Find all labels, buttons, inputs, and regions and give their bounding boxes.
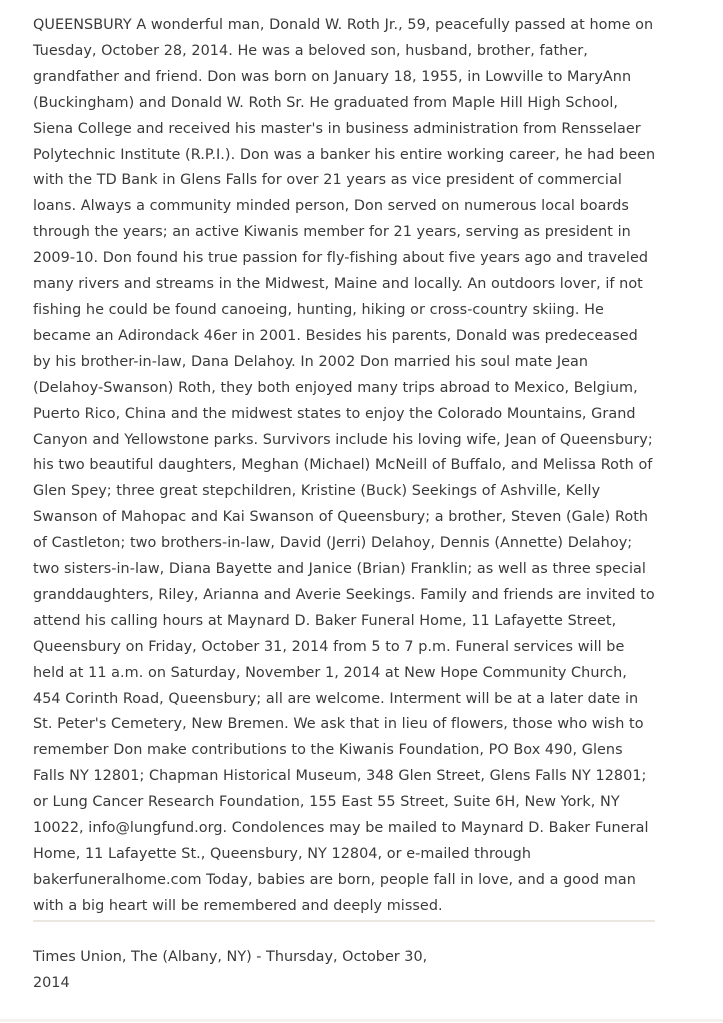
- obituary-article: [33, 13, 658, 920]
- section-divider: [33, 920, 655, 922]
- publication-source: Times Union, The (Albany, NY) - Thursday, October 30, 2014: [33, 949, 428, 991]
- obituary-body-text: QUEENSBURY A wonderful man, Donald W. Roth Jr., 59, peacefully passed at home on Tuesday, October 28, 2014. He was a beloved son, husband, brother, father, grandfather and friend. Don was born on January 18, 1955, in Lowville to MaryAnn (Buckingham) and Donald W. Roth Sr. He graduated from Maple Hill High School, Siena College and received his master's in business administration from Rensselaer Polytechnic Institute (R.P.I.). Don was a banker his entire working career, he had been with the TD Bank in Glens Falls for over 21 years as vice president of commercial loans. Always a community minded person, Don served on numerous local boards through the years; an active Kiwanis member for 21 years, serving as president in 2009-10. Don found his true passion for fly-fishing about five years ago and traveled many rivers and streams in the Midwest, Maine and locally. An outdoors lover, if not fishing he could be found canoeing, hunting, hiking or cross-country skiing. He became an Adirondack 46er in 2001. Besides his parents, Donald was predeceased by his brother-in-law, Dana Delahoy. In 2002 Don married his soul mate Jean (Delahoy-Swanson) Roth, they both enjoyed many trips abroad to Mexico, Belgium, Puerto Rico, China and the midwest states to enjoy the Colorado Mountains, Grand Canyon and Yellowstone parks. Survivors include his loving wife, Jean of Queensbury; his two beautiful daughters, Meghan (Michael) McNeill of Buffalo, and Melissa Roth of Glen Spey; three great stepchildren, Kristine (Buck) Seekings of Ashville, Kelly Swanson of Mahopac and Kai Swanson of Queensbury; a brother, Steven (Gale) Roth of Castleton; two brothers-in-law, David (Jerri) Delahoy, Dennis (Annette) Delahoy; two sisters-in-law, Diana Bayette and Janice (Brian) Franklin; as well as three special granddaughters, Riley, Arianna and Averie Seekings. Family and friends are invited to attend his calling hours at Maynard D. Baker Funeral Home, 11 Lafayette Street, Queensbury on Friday, October 31, 2014 from 5 to 7 p.m. Funeral services will be held at 11 a.m. on Saturday, November 1, 2014 at New Hope Community Church, 454 Corinth Road, Queensbury; all are welcome. Interment will be at a later date in St. Peter's Cemetery, New Bremen. We ask that in lieu of flowers, those who wish to remember Don make contributions to the Kiwanis Foundation, PO Box 490, Glens Falls NY 12801; Chapman Historical Museum, 348 Glen Street, Glens Falls NY 12801; or Lung Cancer Research Foundation, 155 East 55 Street, Suite 6H, New York, NY 10022, info@lungfund.org. Condolences may be mailed to Maynard D. Baker Funeral Home, 11 Lafayette St., Queensbury, NY 12804, or e-mailed through bakerfuneralhome.com Today, babies are born, people fall in love, and a good man with a big heart will be remembered and deeply missed.: [33, 17, 656, 914]
- bottom-rule: [0, 1019, 723, 1022]
